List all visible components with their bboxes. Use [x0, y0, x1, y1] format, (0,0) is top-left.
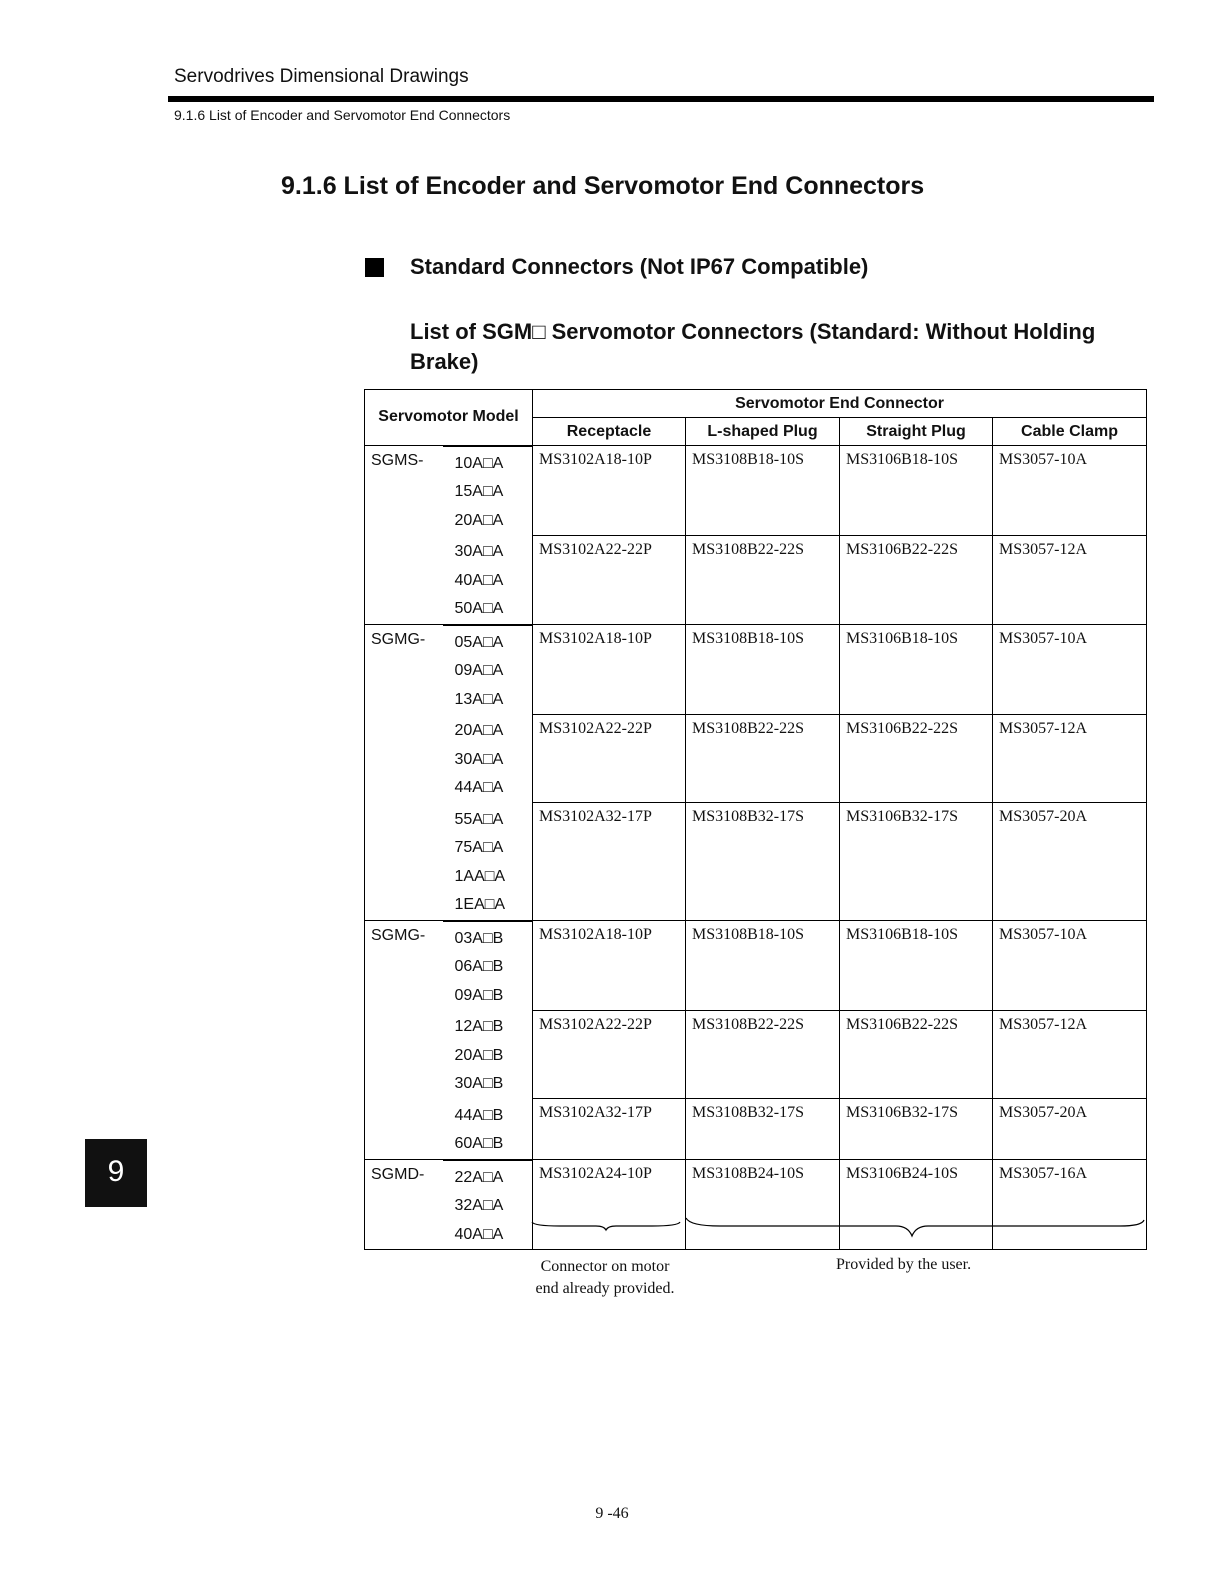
cable-clamp-cell: MS3057-10A — [993, 446, 1147, 536]
note-user-provided: Provided by the user. — [836, 1256, 972, 1273]
l-plug-cell: MS3108B32-17S — [686, 803, 840, 921]
model-list-cell: 05A□A 09A□A 13A□A — [443, 625, 533, 715]
straight-plug-cell: MS3106B18-10S — [840, 625, 993, 715]
receptacle-cell: MS3102A22-22P — [533, 535, 686, 625]
series-name-cell: SGMG- — [365, 625, 443, 921]
table-row — [365, 535, 1147, 625]
table-row — [365, 714, 1147, 803]
receptacle-cell: MS3102A22-22P — [533, 1010, 686, 1099]
model-list-cell: 20A□A 30A□A 44A□A — [443, 714, 533, 803]
series-name-cell: SGMG- — [365, 921, 443, 1160]
receptacle-cell: MS3102A18-10P — [533, 625, 686, 715]
cable-clamp-cell: MS3057-10A — [993, 921, 1147, 1011]
cable-clamp-column-header: Cable Clamp — [993, 418, 1147, 446]
l-plug-cell: MS3108B24-10S — [686, 1160, 840, 1250]
table-row — [365, 1010, 1147, 1099]
receptacle-cell: MS3102A32-17P — [533, 1099, 686, 1160]
header-rule — [168, 96, 1154, 102]
model-list-cell: 10A□A 15A□A 20A□A — [443, 446, 533, 536]
table-row — [365, 921, 1147, 1011]
model-list-cell: 44A□B 60A□B — [443, 1099, 533, 1160]
l-plug-column-header: L-shaped Plug — [686, 418, 840, 446]
l-plug-cell: MS3108B22-22S — [686, 535, 840, 625]
model-list-cell: 03A□B 06A□B 09A□B — [443, 921, 533, 1011]
cable-clamp-cell: MS3057-12A — [993, 535, 1147, 625]
l-plug-cell: MS3108B22-22S — [686, 1010, 840, 1099]
receptacle-cell: MS3102A18-10P — [533, 446, 686, 536]
model-list-cell: 30A□A 40A□A 50A□A — [443, 535, 533, 625]
left-brace-icon — [532, 1222, 680, 1230]
section-title: 9.1.6 List of Encoder and Servomotor End Connectors — [281, 172, 925, 200]
table-row — [365, 446, 1147, 536]
cable-clamp-cell: MS3057-12A — [993, 1010, 1147, 1099]
l-plug-cell: MS3108B32-17S — [686, 1099, 840, 1160]
model-list-cell: 12A□B 20A□B 30A□B — [443, 1010, 533, 1099]
series-name-cell: SGMS- — [365, 446, 443, 625]
cable-clamp-cell: MS3057-20A — [993, 803, 1147, 921]
straight-plug-cell: MS3106B32-17S — [840, 1099, 993, 1160]
cable-clamp-cell: MS3057-20A — [993, 1099, 1147, 1160]
running-subhead: 9.1.6 List of Encoder and Servomotor End Connectors — [174, 107, 511, 123]
right-brace-icon — [686, 1218, 1144, 1236]
l-plug-cell: MS3108B18-10S — [686, 921, 840, 1011]
l-plug-cell: MS3108B18-10S — [686, 625, 840, 715]
running-head: Servodrives Dimensional Drawings — [174, 66, 469, 87]
subsection-title: Standard Connectors (Not IP67 Compatible) — [410, 254, 869, 279]
receptacle-cell: MS3102A18-10P — [533, 921, 686, 1011]
bullet-square-icon — [365, 258, 384, 277]
series-name-cell: SGMD- — [365, 1160, 443, 1250]
table-title: List of SGM□ Servomotor Connectors (Standard: Without Holding Brake) — [410, 319, 1096, 374]
straight-plug-cell: MS3106B22-22S — [840, 535, 993, 625]
straight-plug-cell: MS3106B22-22S — [840, 1010, 993, 1099]
straight-plug-cell: MS3106B18-10S — [840, 921, 993, 1011]
table-row — [365, 625, 1147, 715]
l-plug-cell: MS3108B18-10S — [686, 446, 840, 536]
model-list-cell: 22A□A 32A□A 40A□A — [443, 1160, 533, 1250]
brace-annotation — [530, 1214, 1150, 1248]
cable-clamp-cell: MS3057-16A — [993, 1160, 1147, 1250]
model-list-cell: 55A□A 75A□A 1AA□A 1EA□A — [443, 803, 533, 921]
straight-plug-cell: MS3106B24-10S — [840, 1160, 993, 1250]
connector-table — [364, 389, 1147, 1250]
receptacle-column-header: Receptacle — [533, 418, 686, 446]
chapter-tab: 9 — [85, 1139, 147, 1207]
page-number: 9 -46 — [595, 1505, 629, 1522]
straight-plug-cell: MS3106B22-22S — [840, 714, 993, 803]
straight-plug-cell: MS3106B18-10S — [840, 446, 993, 536]
receptacle-cell: MS3102A24-10P — [533, 1160, 686, 1250]
note-motor-end-provided: Connector on motor end already provided. — [535, 1258, 675, 1297]
table-row — [365, 1099, 1147, 1160]
table-body — [365, 446, 1147, 1250]
l-plug-cell: MS3108B22-22S — [686, 714, 840, 803]
straight-plug-column-header: Straight Plug — [840, 418, 993, 446]
straight-plug-cell: MS3106B32-17S — [840, 803, 993, 921]
cable-clamp-cell: MS3057-10A — [993, 625, 1147, 715]
receptacle-cell: MS3102A22-22P — [533, 714, 686, 803]
table-row — [365, 803, 1147, 921]
receptacle-cell: MS3102A32-17P — [533, 803, 686, 921]
cable-clamp-cell: MS3057-12A — [993, 714, 1147, 803]
connector-group-header: Servomotor End Connector — [533, 390, 1147, 418]
model-column-header: Servomotor Model — [365, 390, 533, 446]
